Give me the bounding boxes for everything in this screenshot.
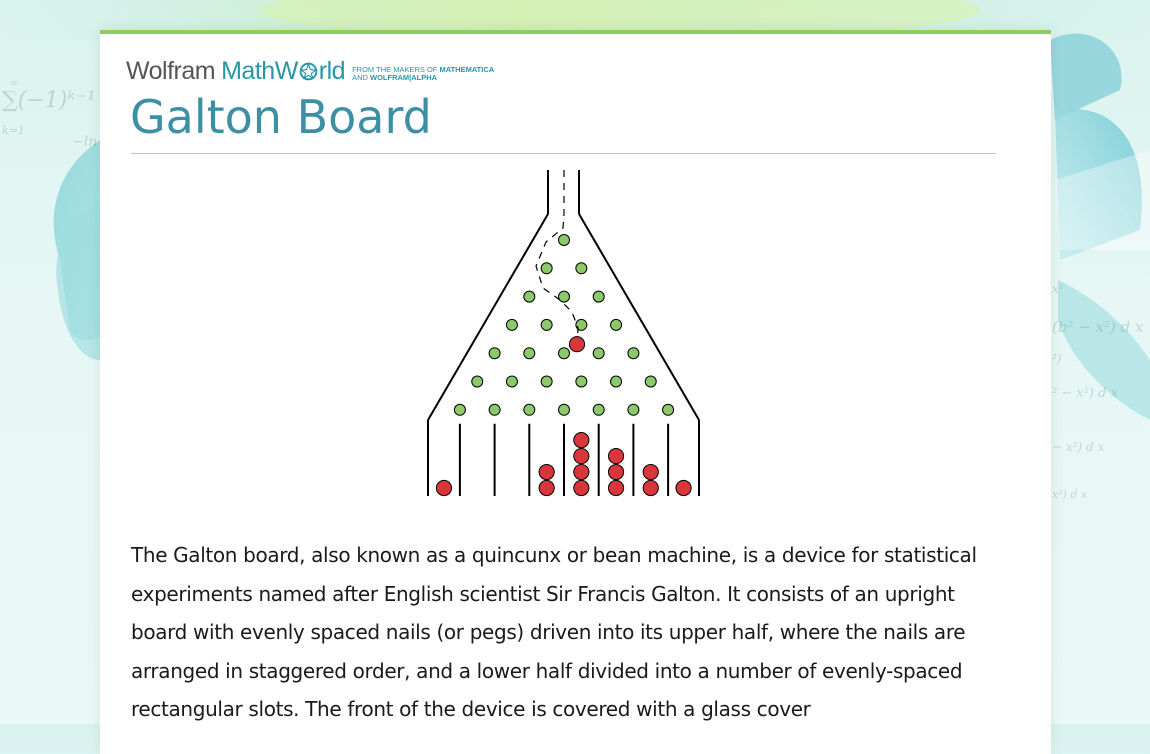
peg [489, 404, 500, 415]
collected-ball [574, 480, 589, 495]
background-formula-r1: (b² − x²) d x [1052, 318, 1144, 336]
peg [524, 291, 535, 302]
peg [593, 291, 604, 302]
peg [628, 404, 639, 415]
peg [576, 263, 587, 274]
peg [559, 404, 570, 415]
peg [559, 348, 570, 359]
peg [472, 376, 483, 387]
brand-mathworld-prefix: MathW [221, 57, 298, 85]
tagline-line2-prefix: AND [352, 73, 371, 82]
galton-board-figure [420, 170, 710, 506]
collected-ball [676, 480, 691, 495]
background-formula-r5: x²) d x [1052, 488, 1088, 501]
wolfram-spikey-icon [299, 62, 318, 81]
collected-ball [574, 464, 589, 479]
peg [489, 348, 500, 359]
collected-ball [643, 480, 658, 495]
collected-ball [608, 464, 623, 479]
peg [454, 404, 465, 415]
brand-mathworld-suffix: rld [318, 57, 346, 85]
page-title: Galton Board [130, 90, 432, 144]
peg [628, 348, 639, 359]
peg [663, 404, 674, 415]
peg [576, 376, 587, 387]
peg [506, 376, 517, 387]
peg [593, 404, 604, 415]
falling-ball [569, 337, 584, 352]
background-formula-k: k=1 [2, 124, 25, 137]
peg [524, 404, 535, 415]
wolfram-mathworld-logo[interactable] [126, 58, 494, 84]
title-divider [131, 153, 996, 154]
collected-ball [539, 464, 554, 479]
peg [541, 319, 552, 330]
peg [645, 376, 656, 387]
background-formula-r6: x² [1052, 282, 1064, 296]
peg [541, 376, 552, 387]
collected-ball [574, 433, 589, 448]
background-formula-inf: ∞ [10, 78, 19, 89]
peg [506, 319, 517, 330]
collected-ball [539, 480, 554, 495]
peg [611, 319, 622, 330]
brand-mathworld-text [221, 58, 345, 84]
peg [559, 291, 570, 302]
tagline-line2-bold: WOLFRAM|ALPHA [370, 73, 438, 82]
ball-trajectory [536, 170, 578, 346]
tagline-line1-prefix: FROM THE MAKERS OF [352, 65, 440, 74]
background-formula-r3: ² − x²) d x [1052, 386, 1118, 401]
peg [593, 348, 604, 359]
collected-ball [643, 464, 658, 479]
collected-ball [608, 480, 623, 495]
content-card [100, 30, 1051, 754]
collected-ball [436, 480, 451, 495]
collected-ball [608, 448, 623, 463]
brand-wolfram-text: Wolfram [126, 57, 216, 85]
collected-ball [574, 448, 589, 463]
background-formula-ln: −ln [72, 134, 98, 150]
peg [541, 263, 552, 274]
brand-tagline [352, 66, 494, 82]
board-slope-right [579, 214, 699, 420]
background-formula-r4: − x²) d x [1052, 440, 1105, 454]
board-slope-left [428, 214, 548, 420]
background-formula-sum: ∑(−1)ᵏ⁻¹ [2, 88, 96, 113]
peg [524, 348, 535, 359]
article-body: The Galton board, also known as a quincunx or bean machine, is a device for statistical experiments named after English scientist Sir Francis Galton. It consists of an upright board with evenly spaced nails (or pegs) driven into its upper half, where the nails are arranged in staggered order, and a lower half divided into a number of evenly-spaced rectangular slots. The front of the device is covered with a glass cover [131, 543, 977, 721]
peg [611, 376, 622, 387]
background-formula-r2: ²) [1052, 352, 1062, 366]
tagline-line1-bold: MATHEMATICA [439, 65, 495, 74]
peg [559, 235, 570, 246]
